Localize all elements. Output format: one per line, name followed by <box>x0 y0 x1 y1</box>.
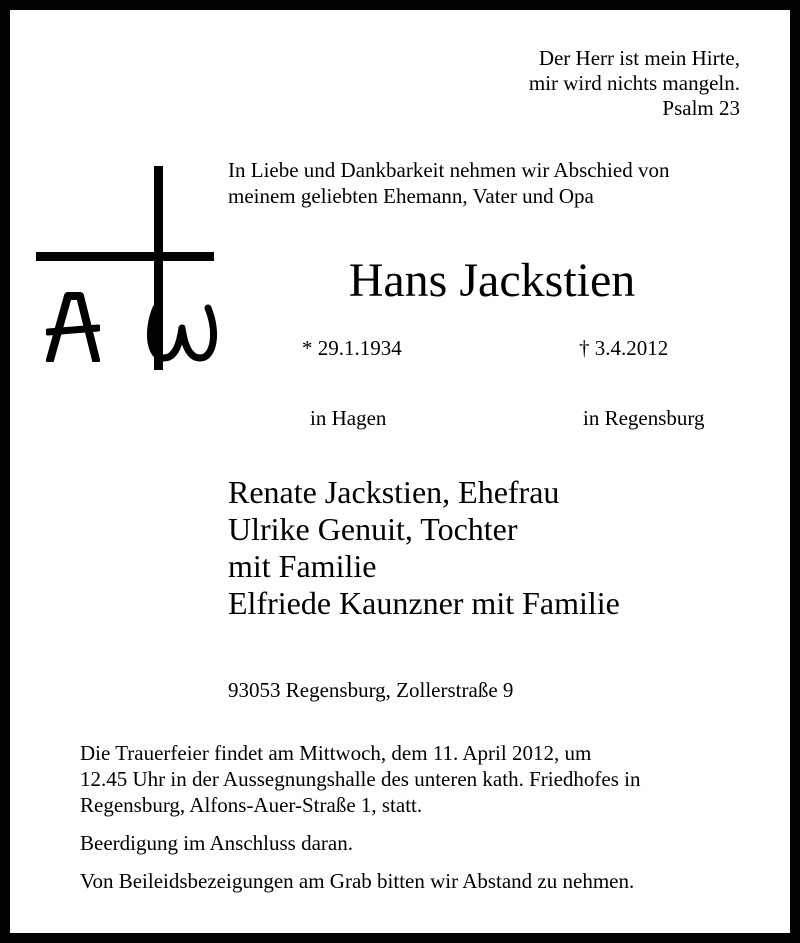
ceremony-line-2: 12.45 Uhr in der Aussegnungshalle des unteren kath. Friedhofes in <box>80 767 641 791</box>
mourner-line: Renate Jackstien, Ehefrau <box>228 474 560 510</box>
deceased-name: Hans Jackstien <box>348 254 636 307</box>
mourner-line: Ulrike Genuit, Tochter <box>228 511 518 547</box>
birth-place: in Hagen <box>310 406 387 430</box>
psalm-line-2: mir wird nichts mangeln. <box>528 71 740 95</box>
ceremony-line-3: Regensburg, Alfons-Auer-Straße 1, statt. <box>80 793 423 817</box>
mourner-address: 93053 Regensburg, Zollerstraße 9 <box>228 678 514 702</box>
psalm-quote <box>529 46 740 121</box>
psalm-reference: Psalm 23 <box>662 96 740 120</box>
death-date: † 3.4.2012 <box>579 336 669 360</box>
intro-line-2: meinem geliebten Ehemann, Vater und Opa <box>228 184 594 208</box>
mourners-list <box>228 474 620 622</box>
mourner-line: mit Familie <box>228 548 377 584</box>
funeral-details <box>80 740 640 894</box>
intro-line-1: In Liebe und Dankbarkeit nehmen wir Abschied von <box>228 158 670 182</box>
mourner-line: Elfriede Kaunzner mit Familie <box>228 585 620 621</box>
psalm-line-1: Der Herr ist mein Hirte, <box>538 46 740 70</box>
condolence-note: Von Beileidsbezeigungen am Grab bitten wir Abstand zu nehmen. <box>80 869 635 893</box>
birth-date: * 29.1.1934 <box>302 336 402 360</box>
ceremony-line-1: Die Trauerfeier findet am Mittwoch, dem 11. April 2012, um <box>80 741 592 765</box>
intro-text <box>228 157 669 209</box>
omega-icon <box>146 302 218 362</box>
death-place: in Regensburg <box>583 406 705 430</box>
burial-note: Beerdigung im Anschluss daran. <box>80 831 353 855</box>
